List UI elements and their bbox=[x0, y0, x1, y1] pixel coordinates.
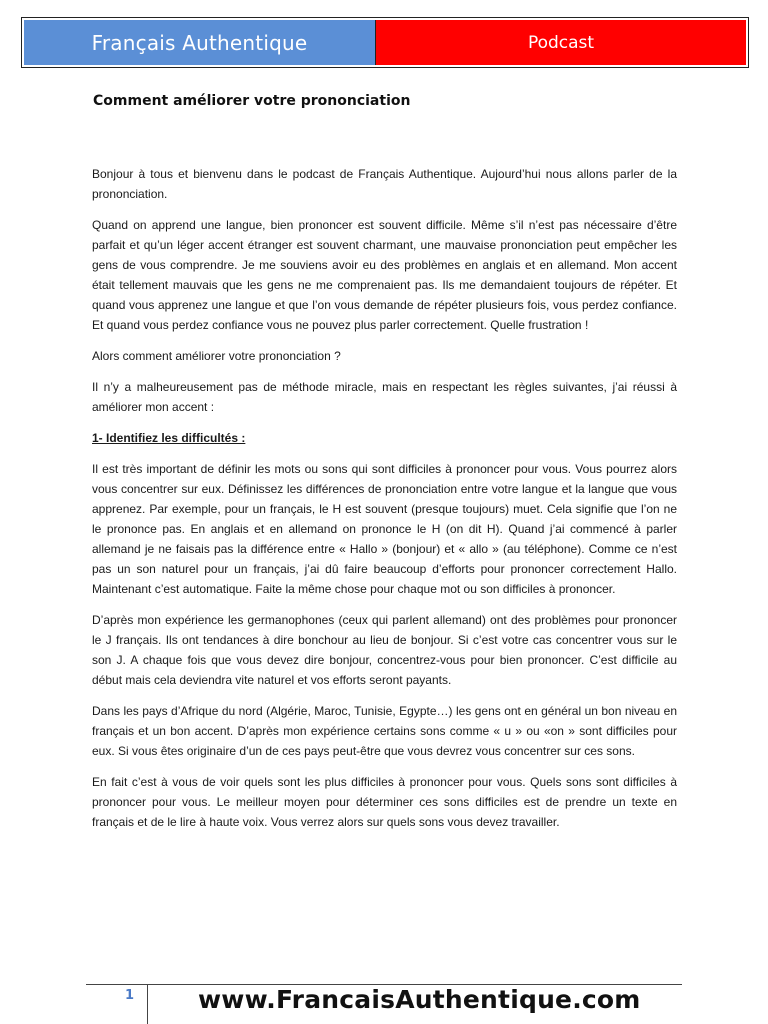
document-title: Comment améliorer votre prononciation bbox=[93, 93, 411, 109]
page-number: 1 bbox=[125, 988, 135, 1003]
header-banner bbox=[21, 17, 749, 68]
paragraph-define-sounds: Il est très important de définir les mots ou sons qui sont difficiles à prononcer pour vous. Vous pourrez alors vous concentrer sur eux. Définissez les différences de prononciation entre votre langue et la langue que vous apprenez. Par exemple, pour un français, le H est souvent (presque toujours) muet. Cela signifie que l’on ne le prononce pas. En anglais et en allemand on prononce le H (on dit H). Quand j’ai commencé à parler allemand je ne faisais pas la différence entre « Hallo » (bonjour) et « allo » (au téléphone). Comme ce n’est pas un son naturel pour un français, j’ai dû faire beaucoup d’efforts pour prononcer correctement Hallo. Maintenant c’est automatique. Faite la même chose pour chaque mot ou son difficiles à prononcer. bbox=[92, 462, 677, 596]
section-heading-difficulties: 1- Identifiez les difficultés : bbox=[92, 431, 246, 445]
paragraph-intro: Bonjour à tous et bienvenu dans le podcast de Français Authentique. Aujourd’hui nous allons parler de la prononciation. bbox=[92, 167, 677, 201]
footer-separator bbox=[147, 984, 148, 1024]
header-tag-cell bbox=[376, 20, 746, 65]
paragraph-question: Alors comment améliorer votre prononciation ? bbox=[92, 349, 341, 363]
paragraph-difficulty: Quand on apprend une langue, bien prononcer est souvent difficile. Même s’il n’est pas nécessaire d’être parfait et qu’un léger accent étranger est souvent charmant, une mauvaise prononciation peut empêcher les gens de vous comprendre. Je me souviens avoir eu des problèmes en anglais et en allemand. Mon accent était tellement mauvais que les gens ne me comprenaient pas. Ils me demandaient toujours de répéter. Et quand vous apprenez une langue et que l’on vous demande de répéter plusieurs fois, vous perdez confiance. Et quand vous perdez confiance vous ne pouvez plus parler correctement. Quelle frustration ! bbox=[92, 218, 677, 332]
footer-website-url: www.FrancaisAuthentique.com bbox=[198, 985, 641, 1014]
paragraph-rules-intro: Il n’y a malheureusement pas de méthode miracle, mais en respectant les règles suivantes, j’ai réussi à améliorer mon accent : bbox=[92, 380, 677, 414]
paragraph-north-africa: Dans les pays d’Afrique du nord (Algérie, Maroc, Tunisie, Egypte…) les gens ont en général un bon niveau en français et un bon accent. D’après mon expérience certains sons comme « u » ou «on » sont difficiles pour eux. Si vous êtes originaire d’un de ces pays peut-être que vous devrez vous concentrer sur ces sons. bbox=[92, 704, 677, 758]
header-inner bbox=[24, 20, 746, 65]
header-brand-cell bbox=[24, 20, 376, 65]
document-body bbox=[92, 164, 677, 843]
paragraph-germanophones: D’après mon expérience les germanophones (ceux qui parlent allemand) ont des problèmes pour prononcer le J français. Ils ont tendances à dire bonchour au lieu de bonjour. Si c’est votre cas concentrer vous sur le son J. A chaque fois que vous devez dire bonjour, concentrez-vous pour bien prononcer. C’est difficile au début mais cela deviendra vite naturel et vos efforts seront payants. bbox=[92, 613, 677, 687]
header-brand-title: Français Authentique bbox=[91, 30, 308, 55]
paragraph-conclusion: En fait c’est à vous de voir quels sont les plus difficiles à prononcer pour vous. Quels sons sont difficiles à prononcer pour vous. Le meilleur moyen pour déterminer ces sons difficiles est de prendre un texte en français et de le lire à haute voix. Vous verrez alors sur quels sons vous devez travailler. bbox=[92, 775, 677, 829]
header-podcast-tag: Podcast bbox=[527, 32, 595, 53]
